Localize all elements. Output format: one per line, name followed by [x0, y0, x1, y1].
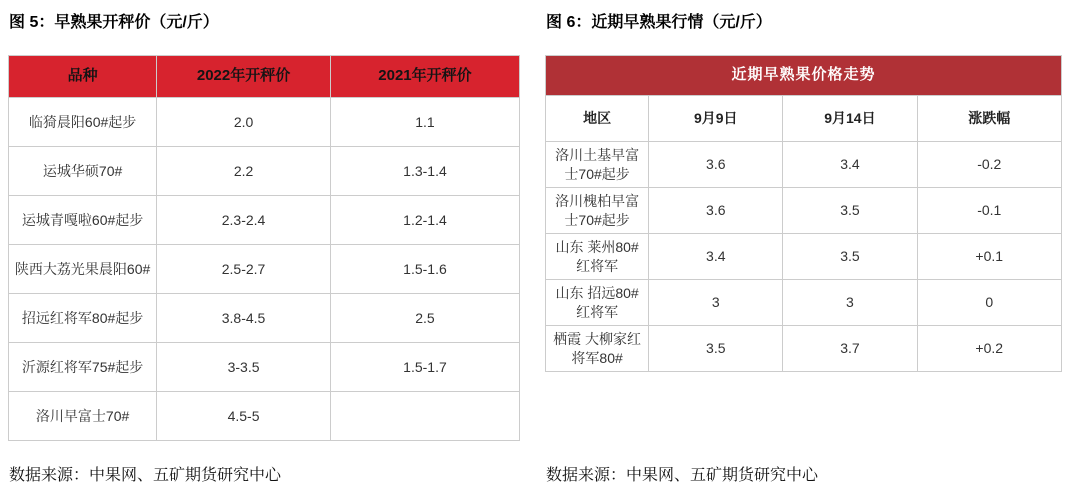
- table-row: [9, 98, 520, 147]
- cell-variety: 招远红将军80#起步: [9, 294, 157, 343]
- figure5-title: 图 5：早熟果开秤价（元/斤）: [9, 14, 219, 31]
- figure5-data-source: 数据来源：中果网、五矿期货研究中心: [9, 467, 282, 484]
- cell-price-2022: 2.2: [157, 147, 331, 196]
- figure6-title: 图 6：近期早熟果行情（元/斤）: [546, 14, 772, 31]
- cell-change: -0.2: [917, 142, 1062, 188]
- figure6-col-sep14: 9月14日: [783, 96, 917, 142]
- cell-variety: 临猗晨阳60#起步: [9, 98, 157, 147]
- cell-sep9-price: 3.6: [649, 142, 783, 188]
- figure6-col-region: 地区: [546, 96, 649, 142]
- cell-region: 山东 莱州80#红将军: [546, 234, 649, 280]
- cell-sep14-price: 3.7: [783, 326, 917, 372]
- figure6-data-source: 数据来源：中果网、五矿期货研究中心: [546, 467, 819, 484]
- table-row: [9, 147, 520, 196]
- cell-change: 0: [917, 280, 1062, 326]
- cell-price-2021: 2.5: [330, 294, 519, 343]
- table-row: [546, 326, 1062, 372]
- table-row: [546, 188, 1062, 234]
- figure6-section: [545, 6, 1062, 488]
- cell-price-2022: 2.5-2.7: [157, 245, 331, 294]
- cell-sep9-price: 3: [649, 280, 783, 326]
- cell-variety: 沂源红将军75#起步: [9, 343, 157, 392]
- cell-region: 山东 招远80#红将军: [546, 280, 649, 326]
- figure5-section: [8, 6, 520, 488]
- cell-region: 洛川槐柏早富士70#起步: [546, 188, 649, 234]
- cell-price-2021: 1.1: [330, 98, 519, 147]
- figure5-table: [8, 55, 520, 441]
- cell-region: 洛川土基早富士70#起步: [546, 142, 649, 188]
- cell-sep14-price: 3.4: [783, 142, 917, 188]
- table-row: [9, 196, 520, 245]
- figure5-col-2021-price: 2021年开秤价: [330, 56, 519, 98]
- table-row: [546, 234, 1062, 280]
- cell-sep14-price: 3.5: [783, 234, 917, 280]
- cell-price-2021: 1.3-1.4: [330, 147, 519, 196]
- cell-change: +0.2: [917, 326, 1062, 372]
- cell-change: -0.1: [917, 188, 1062, 234]
- cell-sep9-price: 3.4: [649, 234, 783, 280]
- cell-sep14-price: 3: [783, 280, 917, 326]
- figure6-col-sep9: 9月9日: [649, 96, 783, 142]
- figure5-header-row: [9, 56, 520, 98]
- figure5-col-variety: 品种: [9, 56, 157, 98]
- figure6-header-row: [546, 96, 1062, 142]
- figure6-table: [545, 55, 1062, 372]
- cell-price-2022: 2.3-2.4: [157, 196, 331, 245]
- table-row: [546, 280, 1062, 326]
- cell-price-2022: 2.0: [157, 98, 331, 147]
- figure5-col-2022-price: 2022年开秤价: [157, 56, 331, 98]
- cell-sep14-price: 3.5: [783, 188, 917, 234]
- table-row: [9, 343, 520, 392]
- cell-variety: 运城青嘎啦60#起步: [9, 196, 157, 245]
- cell-change: +0.1: [917, 234, 1062, 280]
- cell-price-2021: 1.2-1.4: [330, 196, 519, 245]
- table-row: [9, 392, 520, 441]
- figure6-col-change: 涨跌幅: [917, 96, 1062, 142]
- cell-price-2021: 1.5-1.7: [330, 343, 519, 392]
- cell-price-2021: 1.5-1.6: [330, 245, 519, 294]
- cell-sep9-price: 3.6: [649, 188, 783, 234]
- table-row: [546, 142, 1062, 188]
- figure6-band-row: [546, 56, 1062, 96]
- cell-variety: 洛川早富士70#: [9, 392, 157, 441]
- cell-price-2022: 3.8-4.5: [157, 294, 331, 343]
- cell-price-2022: 3-3.5: [157, 343, 331, 392]
- cell-price-2021: [330, 392, 519, 441]
- cell-price-2022: 4.5-5: [157, 392, 331, 441]
- cell-variety: 陕西大荔光果晨阳60#: [9, 245, 157, 294]
- figure6-band-title: 近期早熟果价格走势: [546, 56, 1062, 96]
- table-row: [9, 294, 520, 343]
- cell-sep9-price: 3.5: [649, 326, 783, 372]
- cell-region: 栖霞 大柳家红将军80#: [546, 326, 649, 372]
- cell-variety: 运城华硕70#: [9, 147, 157, 196]
- table-row: [9, 245, 520, 294]
